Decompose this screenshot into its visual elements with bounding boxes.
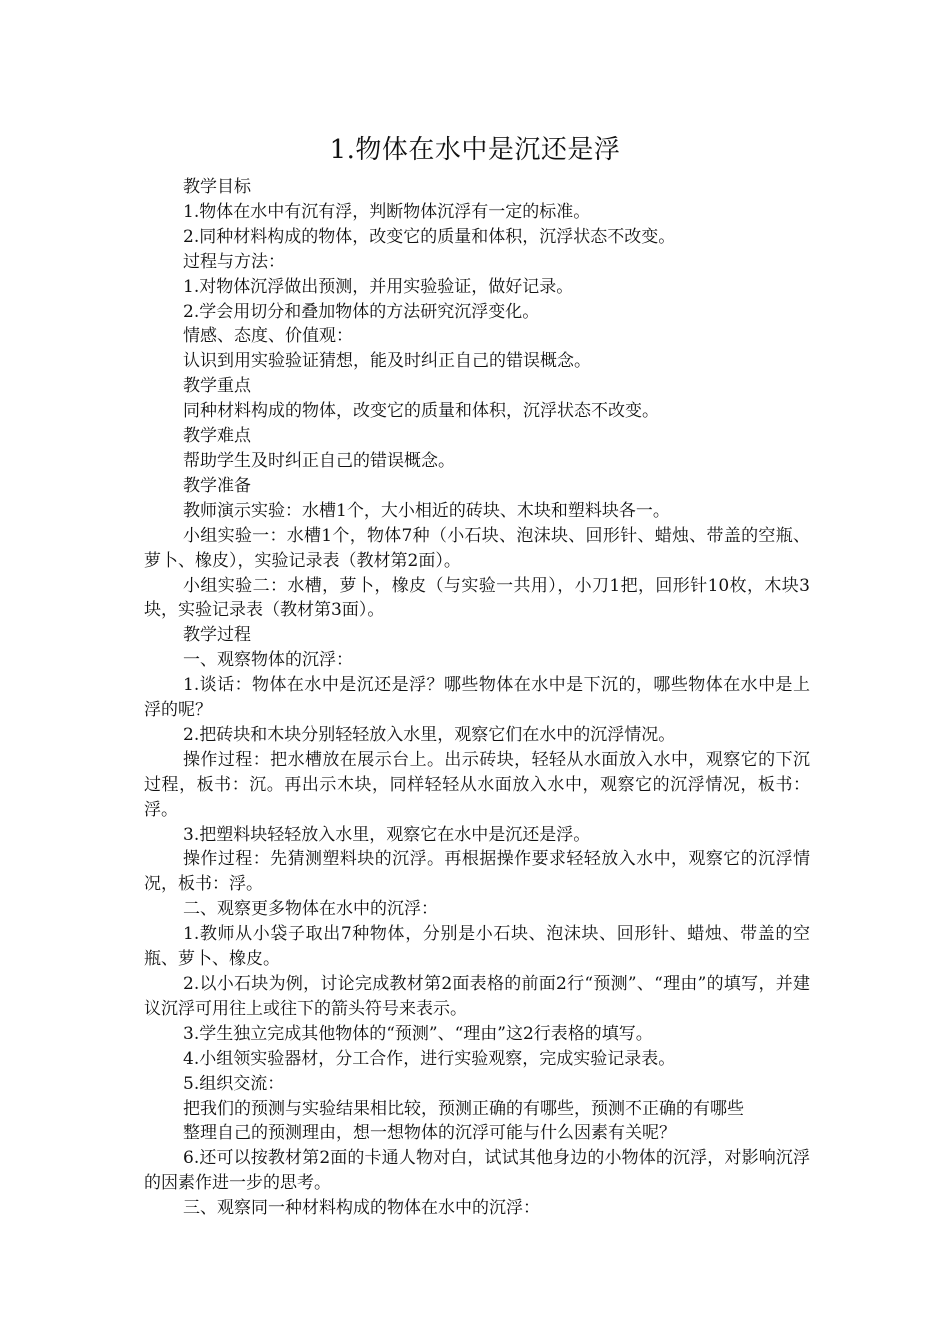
paragraph: 认识到用实验验证猜想，能及时纠正自己的错误概念。 [183,351,591,372]
paragraph: 3.把塑料块轻轻放入水里，观察它在水中是沉还是浮。 [183,824,591,845]
paragraph: 过程与方法： [183,251,285,272]
document-title: 1.物体在水中是沉还是浮 [329,135,621,165]
paragraph: 1.教师从小袋子取出7种物体，分别是小石块、泡沫块、回形针、蜡烛、带盖的空瓶、萝卜、橡皮。 [144,924,810,970]
paragraph: 2.以小石块为例，讨论完成教材第2面表格的前面2行“预测”、“理由”的填写，并建议沉浮可用往上或往下的箭头符号来表示。 [144,974,810,1019]
paragraph: 二、观察更多物体在水中的沉浮： [183,899,438,920]
paragraph: 帮助学生及时纠正自己的错误概念。 [183,450,455,471]
document-body [144,175,810,1221]
paragraph: 小组实验一：水槽1个，物体7种（小石块、泡沫块、回形针、蜡烛、带盖的空瓶、萝卜、橡皮），实验记录表（教材第2面）。 [144,525,810,571]
paragraph: 5.组织交流： [183,1073,285,1094]
paragraph: 整理自己的预测理由，想一想物体的沉浮可能与什么因素有关呢？ [183,1123,676,1144]
paragraph: 3.学生独立完成其他物体的“预测”、“理由”这2行表格的填写。 [183,1023,653,1044]
paragraph: 教学目标 [183,177,251,197]
paragraph: 三、观察同一种材料构成的物体在水中的沉浮： [183,1198,540,1219]
paragraph: 教学重点 [183,376,251,397]
paragraph: 同种材料构成的物体，改变它的质量和体积，沉浮状态不改变。 [183,401,659,422]
paragraph: 小组实验二：水槽，萝卜，橡皮（与实验一共用），小刀1把，回形针10枚，木块3块，实验记录表（教材第3面）。 [144,575,810,621]
paragraph: 教学难点 [183,426,251,447]
paragraph: 1.对物体沉浮做出预测，并用实验验证，做好记录。 [183,276,574,297]
paragraph: 2.把砖块和木块分别轻轻放入水里，观察它们在水中的沉浮情况。 [183,724,676,745]
paragraph: 情感、态度、价值观： [183,326,353,347]
paragraph: 操作过程：把水槽放在展示台上。出示砖块，轻轻从水面放入水中，观察它的下沉过程，板书：沉。再出示木块，同样轻轻从水面放入水中，观察它的沉浮情况，板书：浮。 [144,749,810,820]
paragraph: 2.同种材料构成的物体，改变它的质量和体积，沉浮状态不改变。 [183,226,676,247]
paragraph: 操作过程：先猜测塑料块的沉浮。再根据操作要求轻轻放入水中，观察它的沉浮情况，板书：浮。 [144,849,810,895]
paragraph: 4.小组领实验器材，分工合作，进行实验观察，完成实验记录表。 [183,1048,676,1069]
paragraph: 把我们的预测与实验结果相比较，预测正确的有哪些，预测不正确的有哪些 [183,1098,744,1119]
paragraph: 1.谈话：物体在水中是沉还是浮？哪些物体在水中是下沉的，哪些物体在水中是上浮的呢？ [144,675,810,721]
paragraph: 一、观察物体的沉浮： [183,650,353,671]
paragraph: 1.物体在水中有沉有浮，判断物体沉浮有一定的标准。 [183,201,591,222]
paragraph: 教师演示实验：水槽1个，大小相近的砖块、木块和塑料块各一。 [183,500,670,521]
paragraph: 教学准备 [183,475,251,496]
paragraph: 6.还可以按教材第2面的卡通人物对白，试试其他身边的小物体的沉浮，对影响沉浮的因素作进一步的思考。 [144,1148,810,1194]
paragraph: 2.学会用切分和叠加物体的方法研究沉浮变化。 [183,301,540,322]
paragraph: 教学过程 [183,625,251,646]
